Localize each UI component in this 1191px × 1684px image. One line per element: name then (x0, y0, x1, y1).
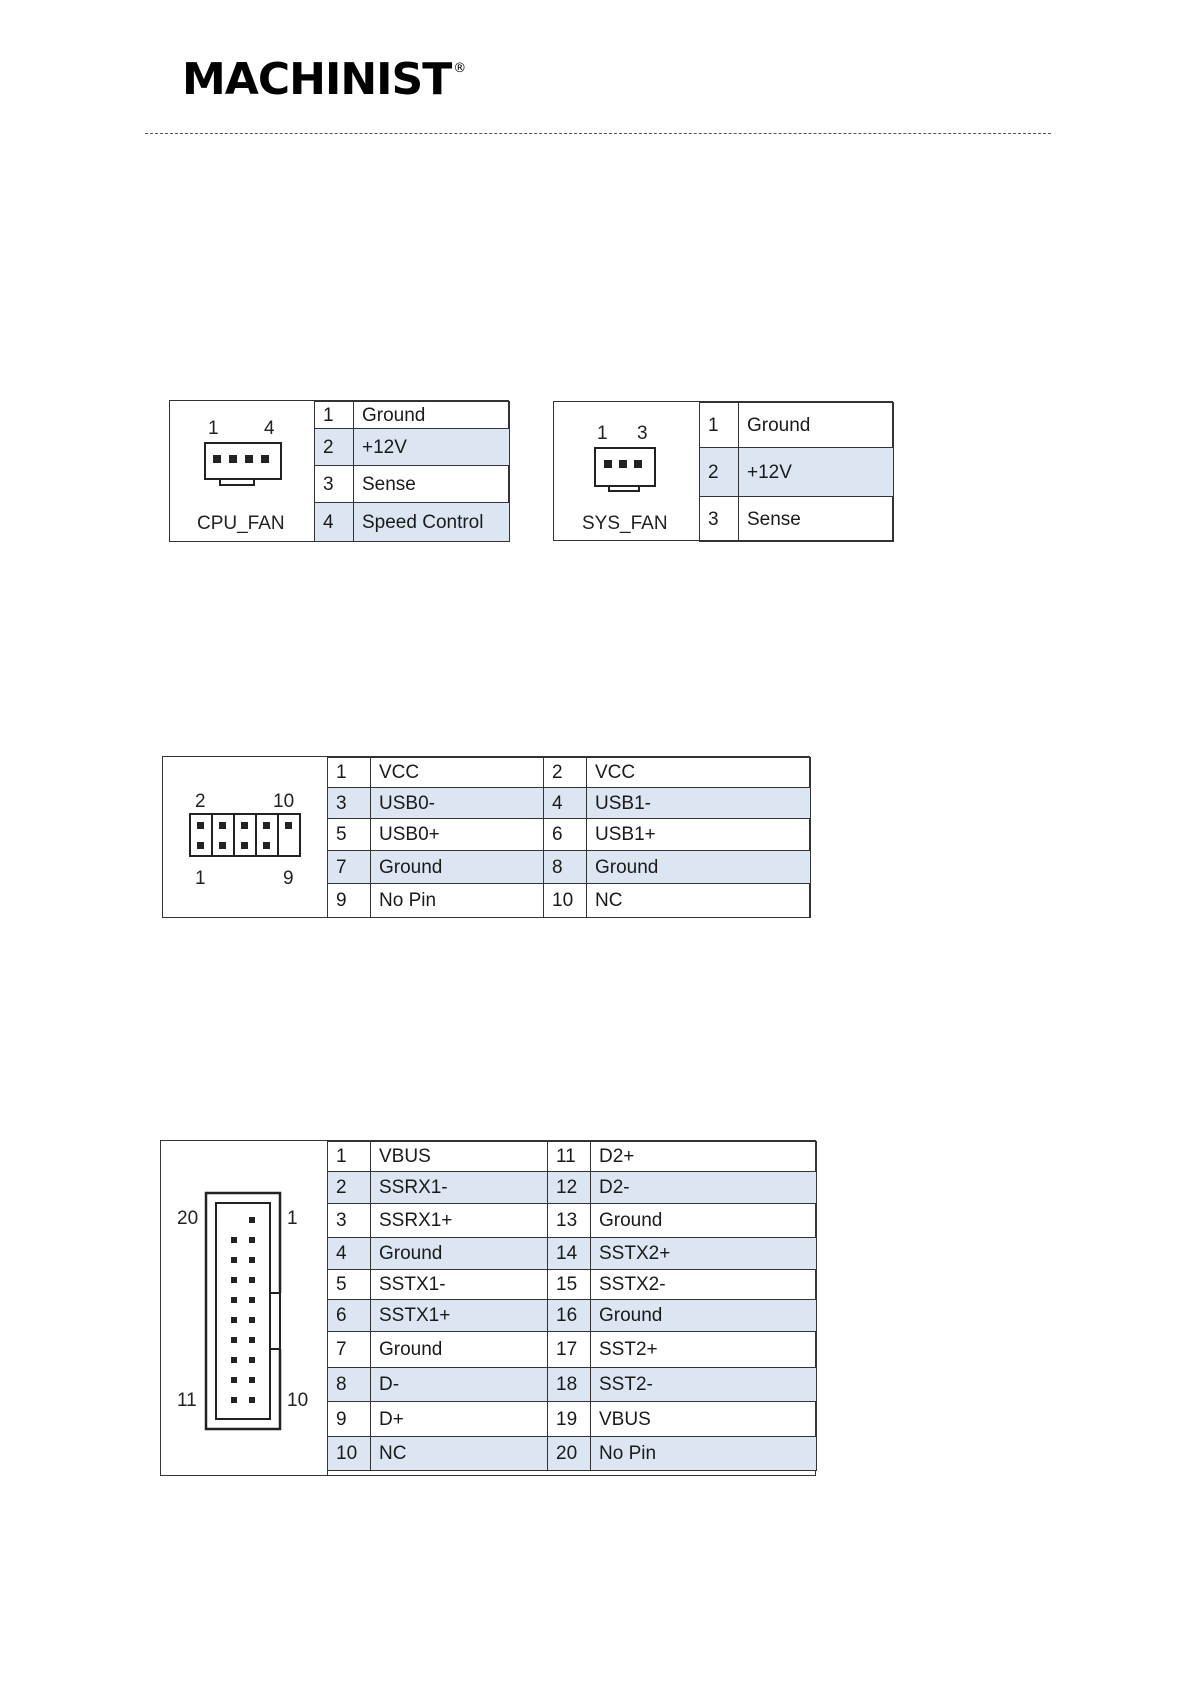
pin-number: 3 (328, 788, 371, 819)
pin-number: 1 (328, 1142, 371, 1172)
table-row (328, 1142, 817, 1172)
pin-number: 2 (700, 448, 739, 497)
pin-signal: VBUS (371, 1142, 548, 1172)
usb2-num-top-right: 10 (273, 791, 295, 812)
table-row (315, 503, 510, 542)
pin-number: 10 (328, 1437, 371, 1471)
pin-number: 1 (328, 758, 371, 788)
registered-mark: ® (453, 61, 466, 76)
pin-number: 2 (315, 429, 354, 466)
usb3-header-block (160, 1140, 816, 1476)
table-row (328, 1368, 817, 1402)
pin-number: 3 (328, 1204, 371, 1238)
pin-number: 9 (328, 1402, 371, 1437)
pin-number: 5 (328, 819, 371, 851)
pin-number: 11 (548, 1142, 591, 1172)
pin-signal: No Pin (371, 884, 544, 918)
cpu-fan-block (169, 400, 509, 542)
sys-fan-num-right: 3 (637, 423, 648, 444)
usb3-pin-table (327, 1141, 817, 1471)
table-row (328, 1300, 817, 1332)
pin-number: 1 (700, 403, 739, 448)
pin-signal: SSRX1+ (371, 1204, 548, 1238)
table-row (328, 1238, 817, 1270)
cpu-fan-num-right: 4 (264, 418, 275, 439)
brand-name: MACHINIST (182, 54, 452, 105)
pin-signal: D- (371, 1368, 548, 1402)
pin-signal: Sense (354, 466, 510, 503)
pin-signal: Ground (371, 1238, 548, 1270)
pin-number: 1 (315, 402, 354, 429)
pin-number: 4 (544, 788, 587, 819)
pin-number: 10 (544, 884, 587, 918)
table-row (315, 466, 510, 503)
pin-number: 9 (328, 884, 371, 918)
table-row (328, 819, 811, 851)
pin-signal: D2- (591, 1172, 817, 1204)
usb3-num-top-right: 1 (287, 1208, 298, 1229)
pin-number: 7 (328, 1332, 371, 1368)
pin-number: 17 (548, 1332, 591, 1368)
usb3-num-bottom-left: 11 (177, 1390, 197, 1411)
pin-number: 2 (544, 758, 587, 788)
pin-number: 3 (315, 466, 354, 503)
brand-logo (182, 54, 466, 105)
usb3-connector-icon (161, 1141, 328, 1475)
table-row (328, 758, 811, 788)
pin-number: 20 (548, 1437, 591, 1471)
pin-signal: Ground (739, 403, 894, 448)
cpu-fan-diagram (170, 401, 315, 541)
pin-signal: USB1+ (587, 819, 811, 851)
table-row (700, 448, 894, 497)
pin-signal: SSTX1- (371, 1270, 548, 1300)
cpu-fan-label: CPU_FAN (197, 513, 285, 534)
pin-signal: SSTX1+ (371, 1300, 548, 1332)
pin-signal: USB1- (587, 788, 811, 819)
pin-signal: Ground (591, 1300, 817, 1332)
table-row (328, 788, 811, 819)
usb2-pin-table (327, 757, 811, 918)
pin-signal: VCC (371, 758, 544, 788)
pin-signal: +12V (354, 429, 510, 466)
pin-number: 19 (548, 1402, 591, 1437)
sys-fan-label: SYS_FAN (582, 513, 668, 534)
table-row (328, 1172, 817, 1204)
pin-number: 18 (548, 1368, 591, 1402)
pin-signal: Ground (371, 851, 544, 884)
pin-signal: SSTX2+ (591, 1238, 817, 1270)
pin-signal: NC (371, 1437, 548, 1471)
pin-signal: SSRX1- (371, 1172, 548, 1204)
cpu-fan-pin-table (314, 401, 510, 542)
table-row (328, 1402, 817, 1437)
table-row (700, 403, 894, 448)
pin-number: 6 (544, 819, 587, 851)
pin-number: 3 (700, 497, 739, 542)
pin-signal: VBUS (591, 1402, 817, 1437)
pin-signal: D+ (371, 1402, 548, 1437)
pin-signal: SST2- (591, 1368, 817, 1402)
usb2-diagram (163, 757, 328, 917)
table-row (328, 1437, 817, 1471)
usb3-num-bottom-right: 10 (287, 1390, 309, 1411)
pin-number: 13 (548, 1204, 591, 1238)
pin-signal: D2+ (591, 1142, 817, 1172)
pin-number: 7 (328, 851, 371, 884)
pin-signal: Ground (587, 851, 811, 884)
pin-signal: USB0+ (371, 819, 544, 851)
header-divider (145, 133, 1051, 134)
usb3-diagram (161, 1141, 328, 1475)
pin-number: 6 (328, 1300, 371, 1332)
pin-signal: Sense (739, 497, 894, 542)
pin-number: 8 (328, 1368, 371, 1402)
table-row (328, 1204, 817, 1238)
sys-fan-num-left: 1 (597, 423, 608, 444)
pin-signal: Ground (371, 1332, 548, 1368)
pin-number: 8 (544, 851, 587, 884)
cpu-fan-num-left: 1 (208, 418, 219, 439)
pin-signal: SSTX2- (591, 1270, 817, 1300)
table-row (315, 429, 510, 466)
pin-number: 15 (548, 1270, 591, 1300)
pin-signal: NC (587, 884, 811, 918)
table-row (328, 884, 811, 918)
sys-fan-pin-table (699, 402, 894, 542)
usb2-num-bottom-right: 9 (283, 868, 294, 889)
pin-signal: No Pin (591, 1437, 817, 1471)
table-row (700, 497, 894, 542)
pin-number: 5 (328, 1270, 371, 1300)
table-row (315, 402, 510, 429)
pin-signal: VCC (587, 758, 811, 788)
usb2-connector-icon (163, 757, 328, 917)
sys-fan-block (553, 401, 893, 541)
pin-number: 16 (548, 1300, 591, 1332)
usb2-header-block (162, 756, 810, 918)
pin-signal: SST2+ (591, 1332, 817, 1368)
sys-fan-diagram (554, 402, 700, 540)
pin-signal: Ground (354, 402, 510, 429)
usb2-num-top-left: 2 (195, 791, 206, 812)
pin-signal: Ground (591, 1204, 817, 1238)
table-row (328, 1270, 817, 1300)
usb2-num-bottom-left: 1 (195, 868, 206, 889)
pin-number: 14 (548, 1238, 591, 1270)
pin-number: 4 (315, 503, 354, 542)
usb3-num-top-left: 20 (177, 1208, 199, 1229)
pin-number: 2 (328, 1172, 371, 1204)
pin-signal: USB0- (371, 788, 544, 819)
pin-number: 4 (328, 1238, 371, 1270)
pin-number: 12 (548, 1172, 591, 1204)
pin-signal: +12V (739, 448, 894, 497)
table-row (328, 851, 811, 884)
pin-signal: Speed Control (354, 503, 510, 542)
table-row (328, 1332, 817, 1368)
